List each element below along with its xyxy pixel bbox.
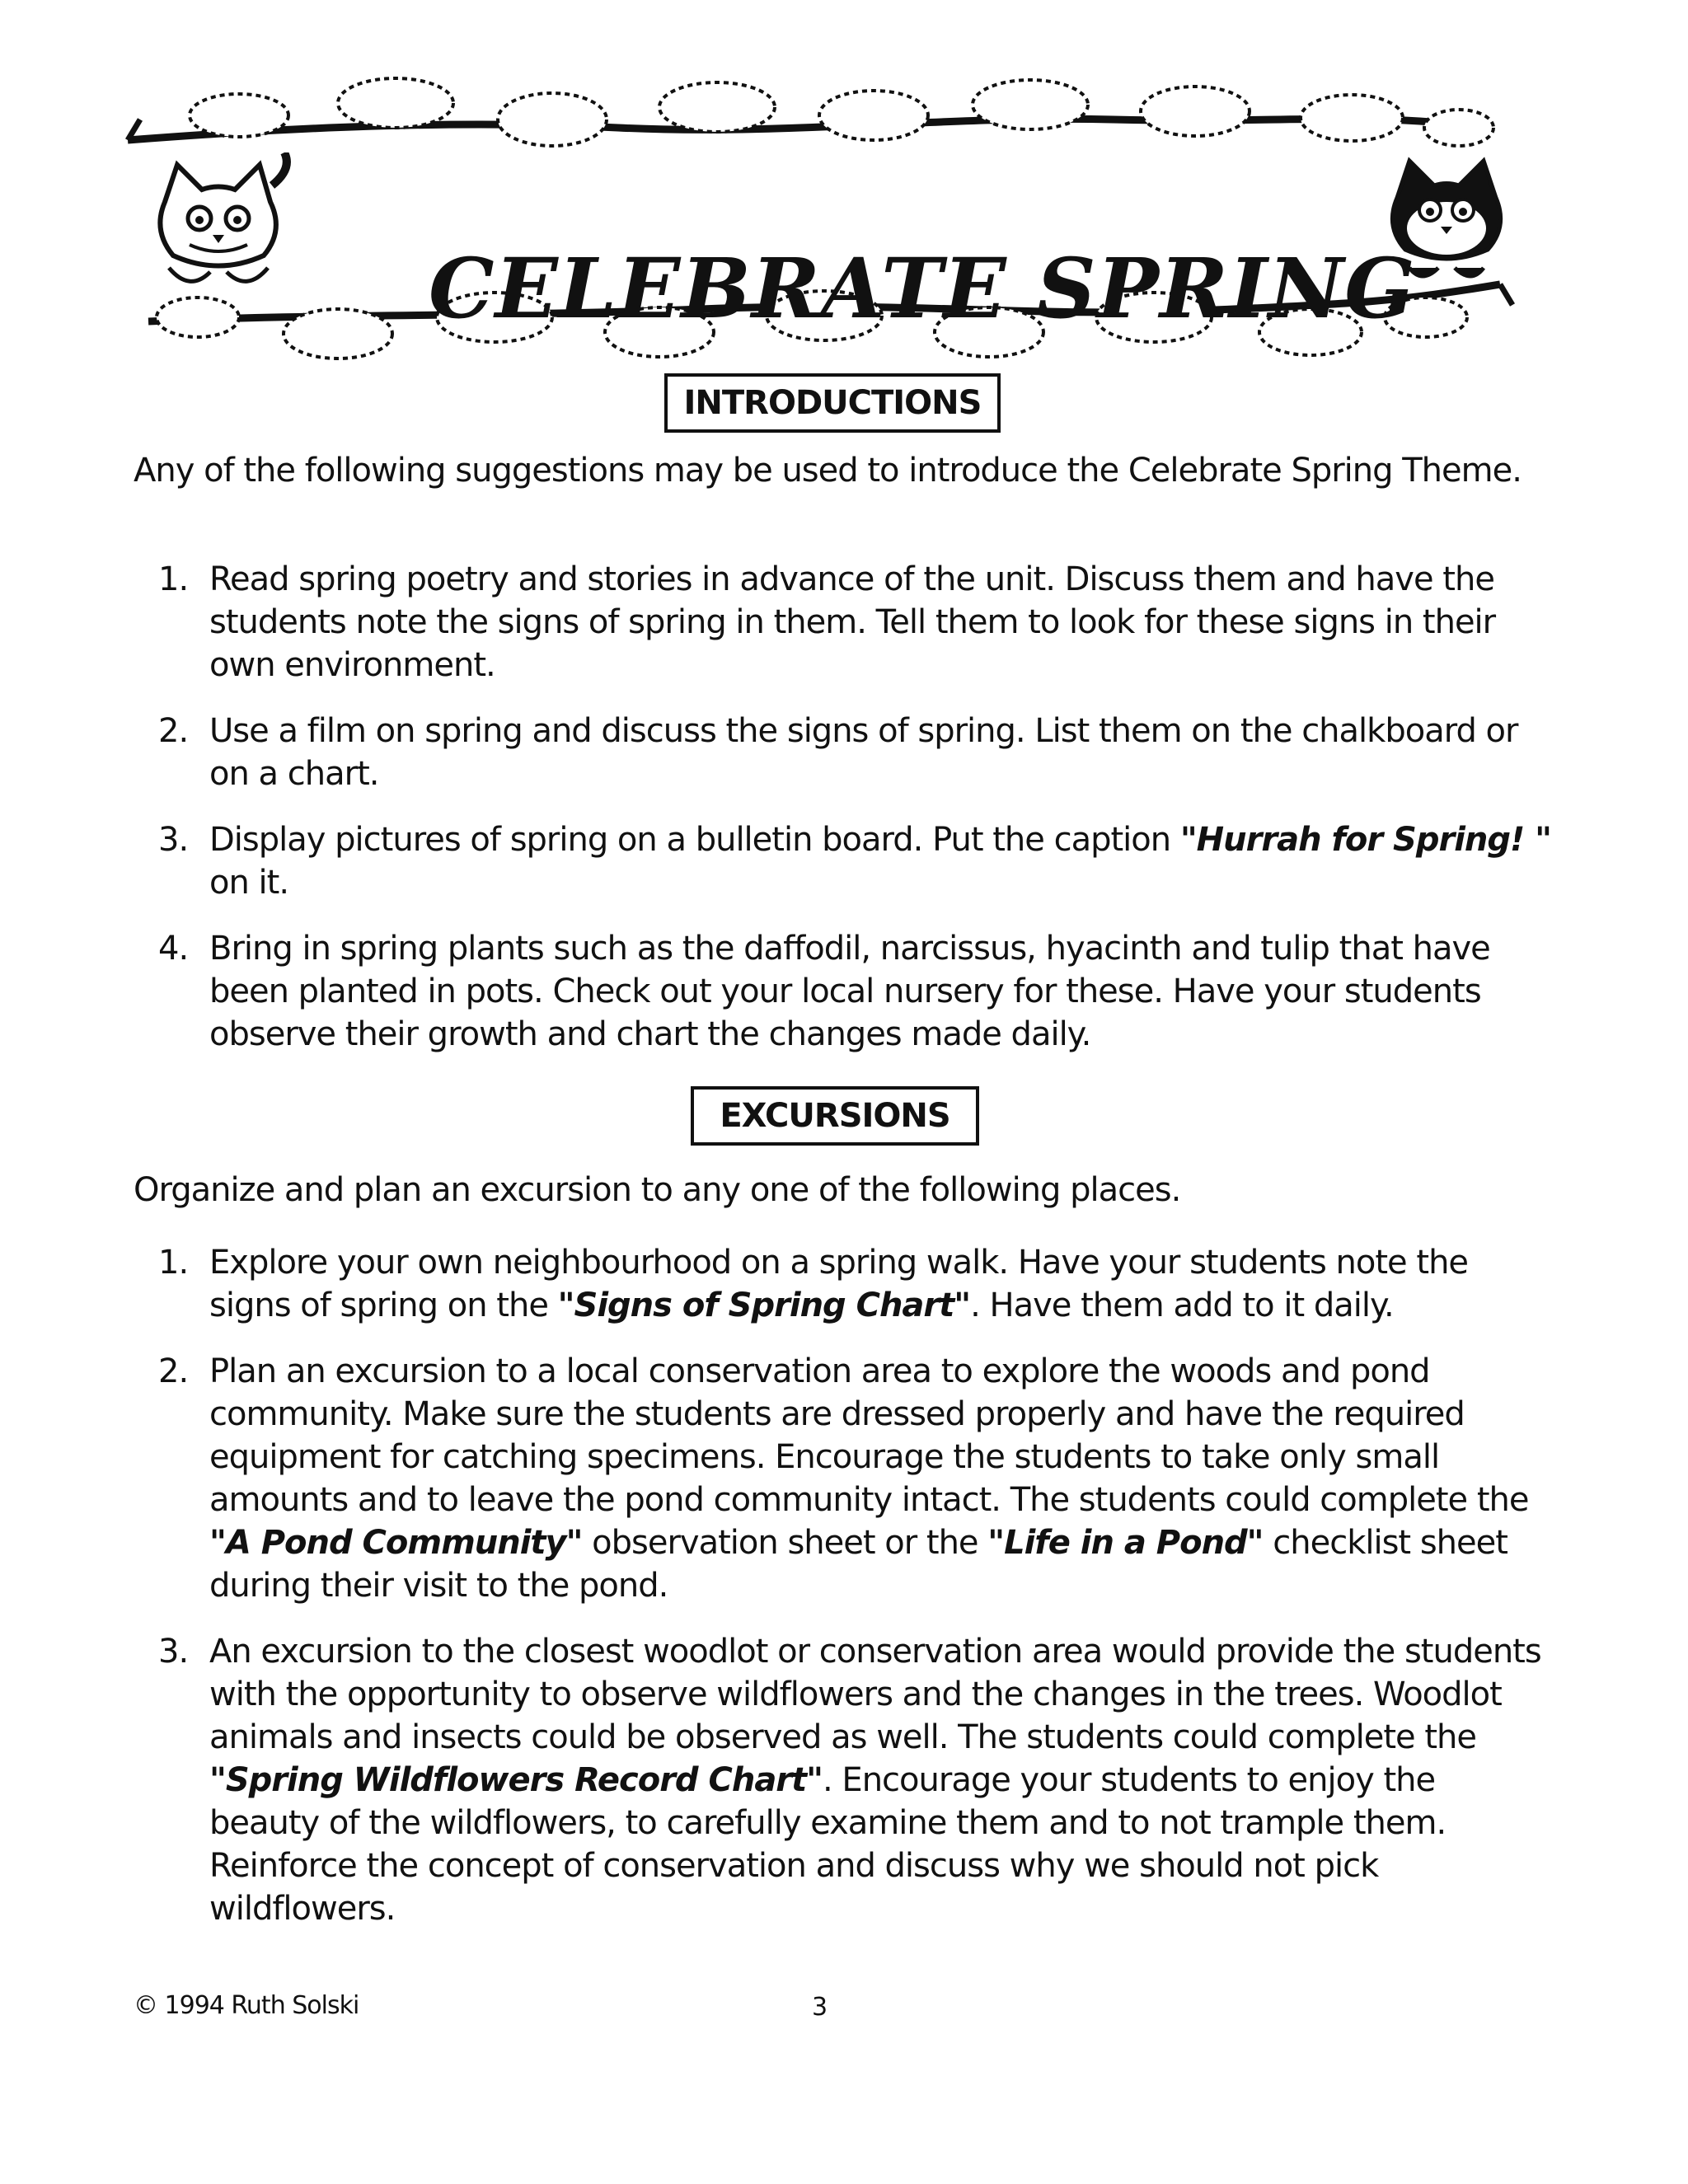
list-item bbox=[134, 1241, 1551, 1327]
excursions-list bbox=[134, 1241, 1551, 1953]
cat-left-icon bbox=[140, 152, 297, 301]
list-item-text: . Encourage your students to enjoy the beauty of the wildflowers, to carefully examine them and to not trample them. Reinforce the concept of conservation and discuss why we should not pick wildflowers. bbox=[209, 1761, 1447, 1928]
section-heading-excursions: EXCURSIONS bbox=[691, 1086, 979, 1146]
list-item-number: 1. bbox=[158, 1244, 189, 1282]
page-number: 3 bbox=[812, 1993, 828, 2022]
introductions-list bbox=[134, 558, 1551, 1079]
list-item-text: Read spring poetry and stories in advance of the unit. Discuss them and have the students note the signs of spring in them. Tell them to look for these signs in their own environment. bbox=[209, 560, 1496, 684]
list-item-text: Bring in spring plants such as the daffodil, narcissus, hyacinth and tulip that have been planted in pots. Check out your local nursery for these. Have your students observe their growth and chart the changes made daily. bbox=[209, 930, 1490, 1053]
list-item-text: Plan an excursion to a local conservation area to explore the woods and pond community. Make sure the students are dressed properly and have the required equipment for catching specimens. Encourage the students to take only small amounts and to leave the pond community intact. The students could complete the bbox=[209, 1352, 1529, 1519]
list-item-text: An excursion to the closest woodlot or conservation area would provide the students with the opportunity to observe wildflowers and the changes in the trees. Woodlot animals and insects could be observed as well. The students could complete the bbox=[209, 1633, 1541, 1756]
emphasized-title: "Spring Wildflowers Record Chart" bbox=[209, 1761, 823, 1799]
list-item-number: 2. bbox=[158, 1352, 189, 1390]
page-title: CELEBRATE SPRING bbox=[429, 240, 1416, 337]
emphasized-title: "A Pond Community" bbox=[209, 1524, 583, 1562]
list-item bbox=[134, 1630, 1551, 1930]
list-item bbox=[134, 818, 1551, 904]
emphasized-title: "Signs of Spring Chart" bbox=[557, 1286, 971, 1324]
introductions-intro: Any of the following suggestions may be used to introduce the Celebrate Spring Theme. bbox=[134, 452, 1522, 490]
emphasized-title: "Life in a Pond" bbox=[987, 1524, 1264, 1562]
list-item-text: on it. bbox=[209, 864, 289, 902]
list-item-number: 3. bbox=[158, 1633, 189, 1671]
list-item-text: observation sheet or the bbox=[582, 1524, 988, 1562]
list-item-number: 3. bbox=[158, 821, 189, 859]
pussy-willow-border-icon bbox=[124, 70, 1517, 391]
list-item bbox=[134, 927, 1551, 1056]
list-item bbox=[134, 710, 1551, 795]
list-item-text: Use a film on spring and discuss the signs of spring. List them on the chalkboard or on a chart. bbox=[209, 712, 1518, 793]
list-item bbox=[134, 1350, 1551, 1607]
list-item-number: 1. bbox=[158, 560, 189, 598]
list-item-text: . Have them add to it daily. bbox=[970, 1286, 1394, 1324]
copyright-notice: © 1994 Ruth Solski bbox=[134, 1991, 359, 2020]
list-item-text: Explore your own neighbourhood on a spring walk. Have your students note the signs of spring on the bbox=[209, 1244, 1469, 1324]
list-item-number: 2. bbox=[158, 712, 189, 750]
list-item-number: 4. bbox=[158, 930, 189, 968]
list-item bbox=[134, 558, 1551, 687]
excursions-intro: Organize and plan an excursion to any one of the following places. bbox=[134, 1171, 1181, 1209]
emphasized-title: "Hurrah for Spring! " bbox=[1179, 821, 1552, 859]
list-item-text: checklist sheet during their visit to the pond. bbox=[209, 1524, 1507, 1605]
list-item-text: Display pictures of spring on a bulletin board. Put the caption bbox=[209, 821, 1180, 859]
title-banner bbox=[124, 70, 1517, 391]
section-heading-introductions: INTRODUCTIONS bbox=[664, 373, 1001, 433]
